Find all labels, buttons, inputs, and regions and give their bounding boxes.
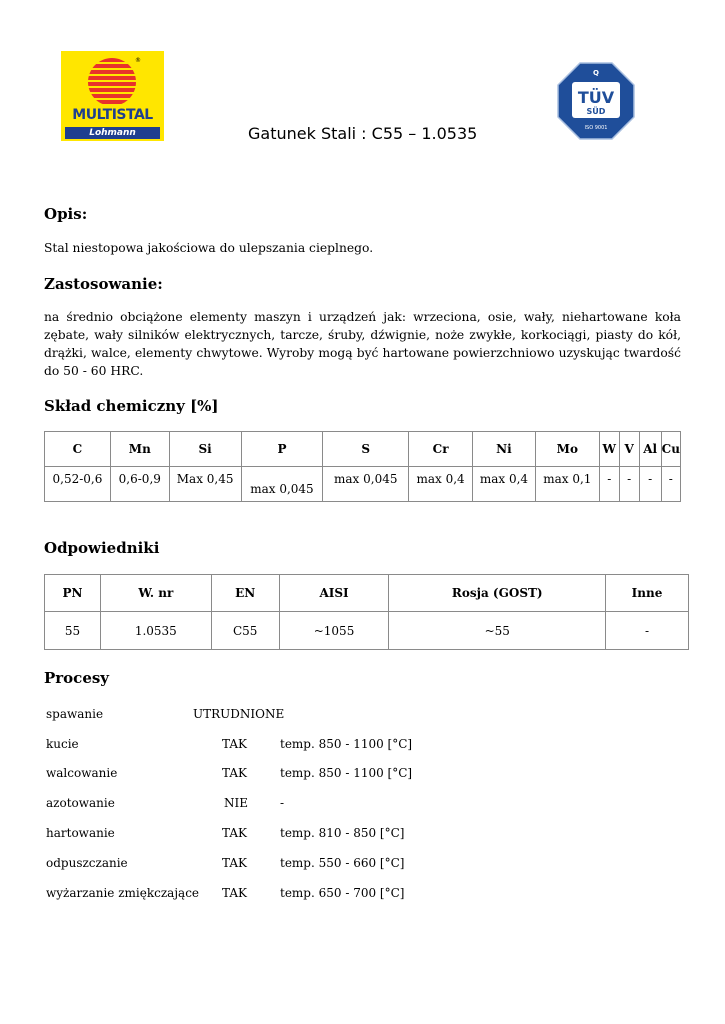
process-temp: temp. 850 - 1100 [°C] xyxy=(280,766,413,780)
table-cell: - xyxy=(661,467,680,502)
table-cell: - xyxy=(619,467,639,502)
process-name: wyżarzanie zmiękczające xyxy=(46,886,200,900)
table-header: PN xyxy=(45,575,101,612)
table-cell: - xyxy=(606,612,689,650)
opis-heading: Opis: xyxy=(44,205,88,223)
process-status: NIE xyxy=(224,796,248,810)
process-temp: temp. 650 - 700 [°C] xyxy=(280,886,405,900)
table-cell: 0,52-0,6 xyxy=(45,467,111,502)
tuv-sud-logo xyxy=(557,62,635,140)
process-status: TAK xyxy=(222,737,247,751)
table-header: EN xyxy=(211,575,279,612)
process-status: TAK xyxy=(222,856,247,870)
table-cell: 0,6-0,9 xyxy=(110,467,169,502)
table-header: W xyxy=(599,432,619,467)
table-cell: ~1055 xyxy=(279,612,389,650)
table-cell: max 0,4 xyxy=(409,467,473,502)
table-header: P xyxy=(241,432,323,467)
cert-name: TÜV xyxy=(577,88,615,107)
process-temp: temp. 810 - 850 [°C] xyxy=(280,826,405,840)
cert-iso: ISO 9001 xyxy=(584,125,608,131)
table-cell: C55 xyxy=(211,612,279,650)
chemical-composition-table xyxy=(44,431,681,502)
procesy-heading: Procesy xyxy=(44,669,110,687)
process-name: odpuszczanie xyxy=(46,856,128,870)
registered-mark: ® xyxy=(135,57,141,64)
process-status: TAK xyxy=(222,826,247,840)
table-cell: - xyxy=(599,467,619,502)
process-name: kucie xyxy=(46,737,79,751)
cert-top: Q xyxy=(593,69,599,77)
table-header: Cu xyxy=(661,432,680,467)
table-header: Rosja (GOST) xyxy=(389,575,606,612)
multistal-logo xyxy=(61,51,164,141)
table-cell: 55 xyxy=(45,612,101,650)
equivalents-table xyxy=(44,574,689,650)
opis-text: Stal niestopowa jakościowa do ulepszania cieplnego. xyxy=(44,241,374,255)
table-cell: max 0,1 xyxy=(535,467,599,502)
table-header: Mo xyxy=(535,432,599,467)
process-temp: temp. 550 - 660 [°C] xyxy=(280,856,405,870)
logo-brand-sub: Lohmann xyxy=(89,128,136,138)
table-header: W. nr xyxy=(100,575,211,612)
table-cell: - xyxy=(639,467,661,502)
table-header: AISI xyxy=(279,575,389,612)
sun-emblem xyxy=(88,58,136,106)
table-header: Ni xyxy=(473,432,536,467)
table-header: Si xyxy=(169,432,241,467)
table-cell: max 0,045 xyxy=(241,467,323,502)
table-header: C xyxy=(45,432,111,467)
odpowiedniki-heading: Odpowiedniki xyxy=(44,539,160,557)
process-name: hartowanie xyxy=(46,826,115,840)
table-row xyxy=(45,612,689,650)
process-status: TAK xyxy=(222,886,247,900)
table-header: Mn xyxy=(110,432,169,467)
logo-brand-name: MULTISTAL xyxy=(72,107,153,123)
process-status: TAK xyxy=(222,766,247,780)
process-name: walcowanie xyxy=(46,766,118,780)
table-header: V xyxy=(619,432,639,467)
table-header: Cr xyxy=(409,432,473,467)
process-status: UTRUDNIONE xyxy=(193,707,285,721)
table-cell: max 0,045 xyxy=(323,467,409,502)
table-header: Inne xyxy=(606,575,689,612)
page-title: Gatunek Stali : C55 – 1.0535 xyxy=(248,124,478,143)
table-header-row xyxy=(45,575,689,612)
cert-region: SÜD xyxy=(586,107,606,116)
process-name: spawanie xyxy=(46,707,104,721)
table-cell: 1.0535 xyxy=(100,612,211,650)
process-temp: temp. 850 - 1100 [°C] xyxy=(280,737,413,751)
table-header: S xyxy=(323,432,409,467)
table-header: Al xyxy=(639,432,661,467)
table-cell: Max 0,45 xyxy=(169,467,241,502)
table-cell: max 0,4 xyxy=(473,467,536,502)
process-name: azotowanie xyxy=(46,796,115,810)
table-row xyxy=(45,467,681,502)
zastosowanie-heading: Zastosowanie: xyxy=(44,275,163,293)
sklad-heading: Skład chemiczny [%] xyxy=(44,397,219,415)
table-cell: ~55 xyxy=(389,612,606,650)
zastosowanie-text: na średnio obciążone elementy maszyn i urządzeń jak: wrzeciona, osie, wały, niehartowane koła zębate, wały silników elektrycznych, tarcze, śruby, dźwignie, noże zwykłe, korkociągi, piasty do kół, drążki, walce, elementy chwytowe. Wyroby mogą być hartowane powierzchniowo uzyskując twardość do 50 - 60 HRC. xyxy=(44,310,681,378)
process-temp: - xyxy=(280,796,285,810)
table-header-row xyxy=(45,432,681,467)
